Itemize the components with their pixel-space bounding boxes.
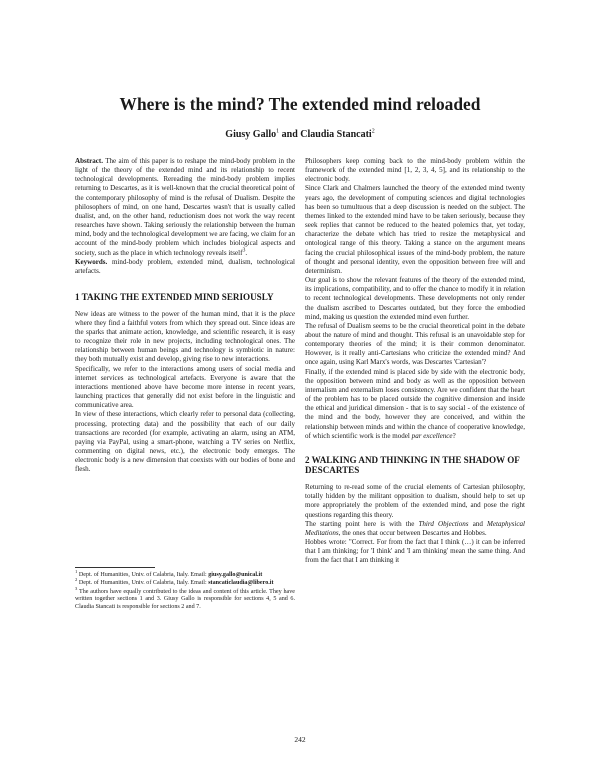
section-1-paragraph-3: In view of these interactions, which clearly refer to personal data (collecting, processing, protecting data) and the possibility that each of our daily transactions are recorded (for example, activating an alarm, using an ATM, paying via PayPal, using a smart-phone, watching a TV series on Netflix, commenting on digital news, etc.), the electronic body emerges. The electronic body is a new dimension that coexists with our bodies of bone and flesh. — [75, 410, 295, 474]
abstract-footnote-mark: 3 — [242, 247, 246, 254]
author-1: Giusy Gallo — [225, 129, 277, 140]
section-2-heading: 2 WALKING AND THINKING IN THE SHADOW OF DESCARTES — [305, 454, 520, 476]
keywords-text: mind-body problem, extended mind, dualism, technological artefacts. — [75, 257, 295, 275]
author-line — [0, 129, 600, 140]
s1p1-text-a: New ideas are witness to the power of the human mind, that it is the — [75, 309, 278, 318]
s2p2-italic-1: Third Objections — [418, 519, 469, 528]
rp5-end: ? — [452, 431, 456, 440]
author-conjunction: and — [281, 129, 298, 140]
keywords-label: Keywords. — [75, 257, 108, 266]
footnote-2 — [75, 577, 295, 587]
author-2: Claudia Stancati — [300, 129, 372, 140]
footnote-divider — [75, 567, 155, 568]
s2p2-text-b: , the ones that occur between Descartes and Hobbes. — [338, 528, 487, 537]
right-column — [305, 157, 525, 565]
s2p2-text-a: The starting point here is with the — [305, 519, 415, 528]
section-2-paragraph-3: Hobbes wrote: "Correct. For from the fact that I think (…) it can be inferred that I am thinking; for 'I think' and 'I am thinking' mean the same thing. And from the fact that I am thinking it — [305, 537, 525, 565]
author-2-footnote-mark: 2 — [371, 128, 375, 135]
s2p2-and: and — [472, 519, 483, 528]
page-number: 242 — [294, 735, 306, 744]
right-paragraph-2: Since Clark and Chalmers launched the theory of the extended mind twenty years ago, the development of computing sciences and digital technologies has been so tumultuous that a deep discussion is needed on the subject. The themes linked to the extended mind have to be taken seriously, because they seek replies that cannot be reduced to the heated polemics that, yet today, characterize the debate which has tried to resize the metaphysical and ontological range of this theory. Taking a stance on the argument means facing the crucial philosophical issues of the mind-body problem, the nature of thought and personal identity, even the opposition between free will and determinism. — [305, 184, 525, 275]
section-1-heading: 1 TAKING THE EXTENDED MIND SERIOUSLY — [75, 292, 274, 303]
s1p1-text-b: where they find a faithful voters from which they spread out. Since ideas are the sparks that animate action, knowledge, and scientific research, it is easy to recognize their role in new projects, including technological ones. The relationship between human beings and technology is symbiotic in nature: they both mutually exist and develop, giving rise to new interactions. — [75, 318, 295, 364]
section-1-paragraph-1 — [75, 310, 295, 365]
right-paragraph-1: Philosophers keep coming back to the mind-body problem within the framework of the extended mind [1, 2, 3, 4, 5], and its relationship to the electronic body. — [305, 157, 525, 184]
section-2-paragraph-1: Returning to re-read some of the crucial elements of Cartesian philosophy, totally hidden by the militant opposition to dualism, should help to set up more appropriately the problem of the extended mind, and pose the right questions regarding this theory. — [305, 483, 525, 519]
right-paragraph-5 — [305, 368, 525, 441]
footnote-2-email: stancaticlaudia@libero.it — [208, 580, 274, 587]
left-column — [75, 157, 295, 474]
right-paragraph-4: The refusal of Dualism seems to be the crucial theoretical point in the debate about the nature of mind and thought. This refusal is an unavoidable step for contemporary theories of the mind; it is their common denominator. However, is it really anti-Cartesians who criticize the extended mind? And once again, using Karl Marx's words, was Descartes 'Cartesian'? — [305, 321, 525, 367]
abstract-text: The aim of this paper is to reshape the mind-body problem in the light of the theory of the extended mind and its relationship to recent technological developments. Rereading the mind-body problem implies returning to Descartes, as it is well-known that the crucial theoretical point of the contemporary philosophy of mind is the refusal of Dualism. Despite the philosophers of mind, on one hand, Descartes wasn't that is usually called dualist, and, on the other hand, reductionism does not work the way recent researches have shown. Taking seriously the relationship between the human mind, body and the technological development we are facing, we claim for an account of the mind-body problem which includes biological aspects and society, such as the place in which technology reveals itself — [75, 157, 295, 257]
abstract — [75, 157, 295, 258]
paper-title: Where is the mind? The extended mind reloaded — [119, 94, 481, 114]
s1p1-italic: place — [279, 309, 296, 318]
footnote-3-text: The authors have equally contributed to the ideas and content of this article. They have written together sections 1 and 3. Giusy Gallo is responsible for sections 4, 5 and 6. Claudia Stancati is responsible for sections 2 and 7. — [75, 588, 295, 610]
footnote-1-email: giusy.gallo@unical.it — [208, 572, 263, 579]
footnote-2-text: Dept. of Humanities, Univ. of Calabria, Italy. Email: — [78, 580, 207, 587]
footnotes — [75, 569, 295, 612]
section-2-paragraph-2 — [305, 520, 525, 538]
right-paragraph-3: Our goal is to show the relevant features of the theory of the extended mind, its implications, compatibility, and to offer the chance to modify it in relation to recent technological developments. These developments not only render the dualism ascribed to Descartes outdated, but they force the embodied mind, making us question the extended mind even further. — [305, 276, 525, 321]
abstract-label: Abstract. — [75, 157, 103, 165]
rp5-text: Finally, if the extended mind is placed side by side with the electronic body, the opposition between mind and body as well as the opposition between internalism and externalism loses consistency. Are we confident that the heart of the problem has to be placed outside the cognitive dimension and inside the ethical and juridical dimension - that is to say social - of the existence of the mind and the body, however they are conceived, and within the relationship between minds and within the chance of cooperative knowledge, of which scientific work is the model — [305, 367, 525, 440]
footnote-2-number: 2 — [75, 577, 78, 583]
footnote-1 — [75, 569, 295, 579]
author-1-footnote-mark: 1 — [276, 128, 280, 135]
footnote-3 — [75, 585, 295, 611]
footnote-1-text: Dept. of Humanities, Univ. of Calabria, Italy. Email: — [78, 572, 207, 579]
section-1-paragraph-2: Specifically, we refer to the interactions among users of social media and internet services as technological artefacts. Everyone is aware that the interactions mentioned above have become more intense in recent years, launching practices that generally did not exist before in the linguistic and communicative area. — [75, 364, 295, 410]
s2p2-italic-2: Metaphysical Meditations — [305, 519, 525, 537]
keywords — [75, 258, 295, 276]
abstract-end: . — [245, 248, 248, 257]
rp5-italic: par excellence — [411, 431, 453, 440]
footnote-1-number: 1 — [75, 569, 78, 574]
footnote-3-number: 3 — [75, 585, 78, 591]
